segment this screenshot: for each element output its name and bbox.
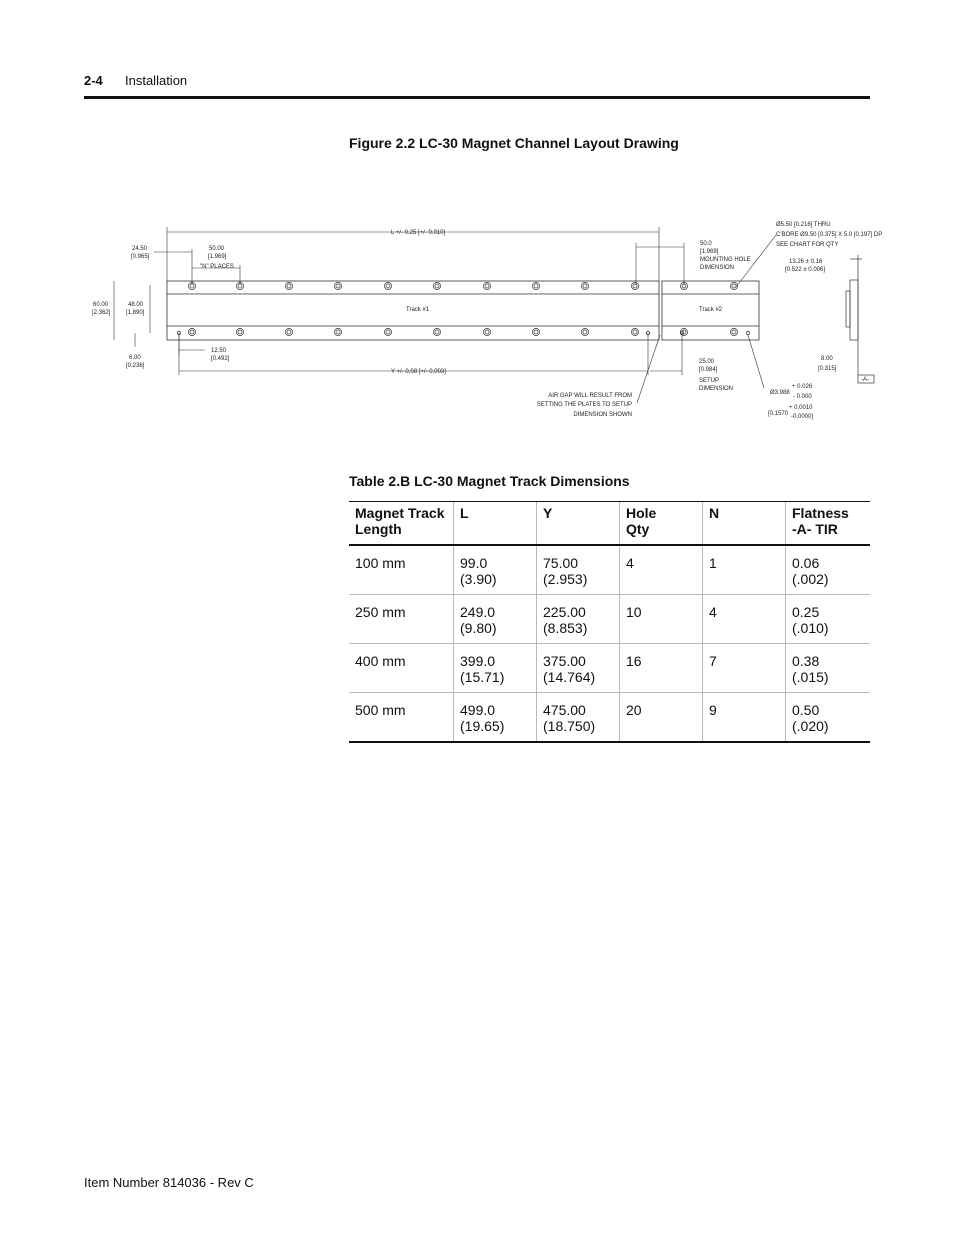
mounting-hole (732, 330, 736, 334)
table-cell: 4 (703, 595, 786, 644)
mounting-hole (287, 284, 291, 288)
table-cell: 250 mm (349, 595, 454, 644)
mounting-hole (581, 282, 588, 289)
mounting-hole-label: MOUNTING HOLE (700, 257, 751, 263)
table-cell: 9 (703, 693, 786, 743)
hole-spec-3: SEE CHART FOR QTY (776, 242, 839, 248)
table-cell: 10 (620, 595, 703, 644)
table-cell: 20 (620, 693, 703, 743)
mounting-hole (433, 282, 440, 289)
pin-inch-label: [0.1570 (768, 411, 789, 417)
section-title: Installation (125, 73, 188, 88)
hole-spec-1: Ø5.50 [0.216] THRU (776, 222, 831, 228)
air-gap-leader (637, 335, 660, 403)
d600-inch-label: [0.236] (126, 363, 145, 369)
mounting-hole (583, 284, 587, 288)
datum-a-label: -A- (861, 377, 869, 383)
mounting-hole (631, 328, 638, 335)
side-view-plate (850, 280, 858, 340)
table-cell: 249.0 (9.80) (454, 595, 537, 644)
table-cell: 500 mm (349, 693, 454, 743)
pin-inch-tol-down: -0.0000] (791, 414, 814, 420)
d4800-label: 48.00 (128, 302, 144, 308)
mounting-hole (583, 330, 587, 334)
mounting-dimension-label: DIMENSION (700, 265, 735, 271)
pin-tol-down: - 0.000 (793, 394, 812, 400)
air-gap-label-2: SETTING THE PLATES TO SETUP (536, 402, 632, 408)
setup-pin-hole (746, 331, 749, 334)
column-header: Magnet Track Length (349, 502, 454, 546)
hole-spec-2: C'BORE Ø9.50 [0.375] X 5.0 [0.197] DP (776, 232, 883, 238)
table-cell: 100 mm (349, 545, 454, 595)
d1326-label: 13.26 ± 0.16 (789, 259, 823, 265)
d500-label: 50.0 (700, 241, 712, 247)
d1326-inch-label: [0.522 ± 0.006] (785, 267, 825, 273)
mounting-hole (238, 330, 242, 334)
mounting-hole (190, 330, 194, 334)
pin-diameter-label: Ø3.988 (770, 390, 790, 396)
mounting-hole (631, 282, 638, 289)
mounting-hole (287, 330, 291, 334)
d2450-label: 24.50 (132, 246, 148, 252)
d600-label: 6.00 (129, 355, 141, 361)
table-cell: 225.00 (8.853) (537, 595, 620, 644)
mounting-hole (435, 330, 439, 334)
table-header-row (349, 502, 870, 546)
mounting-hole (485, 330, 489, 334)
pin-inch-tol-up: + 0.0010 (789, 405, 813, 411)
mounting-hole (732, 284, 736, 288)
mounting-hole (236, 328, 243, 335)
track-1-label: Track #1 (406, 307, 430, 313)
mounting-hole (633, 284, 637, 288)
table-cell: 499.0 (19.65) (454, 693, 537, 743)
table-row (349, 545, 870, 595)
table-row (349, 693, 870, 743)
mounting-hole (336, 284, 340, 288)
column-header: L (454, 502, 537, 546)
table-title: Table 2.B LC-30 Magnet Track Dimensions (349, 473, 630, 489)
mounting-hole (336, 330, 340, 334)
table-cell: 400 mm (349, 644, 454, 693)
table-cell: 0.38 (.015) (786, 644, 871, 693)
mounting-hole (532, 328, 539, 335)
d4800-inch-label: [1.890] (126, 310, 145, 316)
d1250-label: 12.50 (211, 348, 227, 354)
mounting-hole (682, 330, 686, 334)
mounting-hole (633, 330, 637, 334)
table-cell: 1 (703, 545, 786, 595)
d2500-inch-label: [0.984] (699, 367, 718, 373)
magnet-track-dimensions-table (349, 501, 870, 743)
l-dim-label: L +/- 0.25 [+/- 0.010] (391, 230, 446, 236)
table-cell: 75.00 (2.953) (537, 545, 620, 595)
mounting-hole (534, 330, 538, 334)
mounting-hole (483, 282, 490, 289)
column-header: N (703, 502, 786, 546)
air-gap-label-3: DIMENSION SHOWN (573, 412, 632, 418)
figure-title: Figure 2.2 LC-30 Magnet Channel Layout Drawing (349, 135, 679, 151)
y-dim-label: Y +/- 0.08 [+/- 0.003] (391, 369, 446, 375)
mounting-hole (435, 284, 439, 288)
mounting-hole (485, 284, 489, 288)
d6000-inch-label: [2.362] (92, 310, 111, 316)
table-cell: 16 (620, 644, 703, 693)
mounting-hole (285, 328, 292, 335)
mounting-hole (532, 282, 539, 289)
pin-leader (748, 335, 764, 388)
setup-dimension-label: DIMENSION (699, 386, 734, 392)
mounting-hole (386, 284, 390, 288)
table-cell: 475.00 (18.750) (537, 693, 620, 743)
mounting-hole (581, 328, 588, 335)
mounting-holes (177, 282, 749, 335)
mounting-hole (188, 328, 195, 335)
n-places-label: "N" PLACES (200, 264, 234, 270)
mounting-hole (285, 282, 292, 289)
table-cell: 0.25 (.010) (786, 595, 871, 644)
mounting-hole (334, 328, 341, 335)
d2450-inch-label: [0.965] (131, 254, 150, 260)
side-view-magnet (846, 291, 850, 327)
side-view (846, 255, 874, 383)
mounting-hole (534, 284, 538, 288)
d1250-inch-label: [0.492] (211, 356, 230, 362)
d2500-label: 25.00 (699, 359, 715, 365)
table-cell: 0.06 (.002) (786, 545, 871, 595)
mounting-hole (483, 328, 490, 335)
table-cell: 375.00 (14.764) (537, 644, 620, 693)
table-row (349, 595, 870, 644)
table-cell: 4 (620, 545, 703, 595)
magnet-channel-drawing (84, 205, 884, 430)
mounting-hole (386, 330, 390, 334)
d5000-label: 50.00 (209, 246, 225, 252)
d5000-inch-label: [1.969] (208, 254, 227, 260)
d500-inch-label: [1.969] (700, 249, 719, 255)
mounting-hole (384, 282, 391, 289)
pin-tol-up: + 0.026 (792, 384, 813, 390)
track-2-label: Track #2 (699, 307, 723, 313)
table-cell: 99.0 (3.90) (454, 545, 537, 595)
column-header: Y (537, 502, 620, 546)
table-cell: 7 (703, 644, 786, 693)
mounting-hole (730, 328, 737, 335)
column-header: Hole Qty (620, 502, 703, 546)
column-header: Flatness -A- TIR (786, 502, 871, 546)
mounting-hole (384, 328, 391, 335)
item-number-footer: Item Number 814036 - Rev C (84, 1175, 254, 1190)
header-rule (84, 96, 870, 99)
d800-inch-label: [0.315] (818, 366, 837, 372)
mounting-hole (334, 282, 341, 289)
page-number: 2-4 (84, 73, 103, 88)
table-cell: 0.50 (.020) (786, 693, 871, 743)
setup-label: SETUP (699, 378, 720, 384)
d800-label: 8.00 (821, 356, 833, 362)
table-cell: 399.0 (15.71) (454, 644, 537, 693)
table-row (349, 644, 870, 693)
mounting-hole (433, 328, 440, 335)
air-gap-label-1: AIR GAP WILL RESULT FROM (548, 393, 632, 399)
d6000-label: 60.00 (93, 302, 109, 308)
track-bodies (167, 281, 759, 340)
